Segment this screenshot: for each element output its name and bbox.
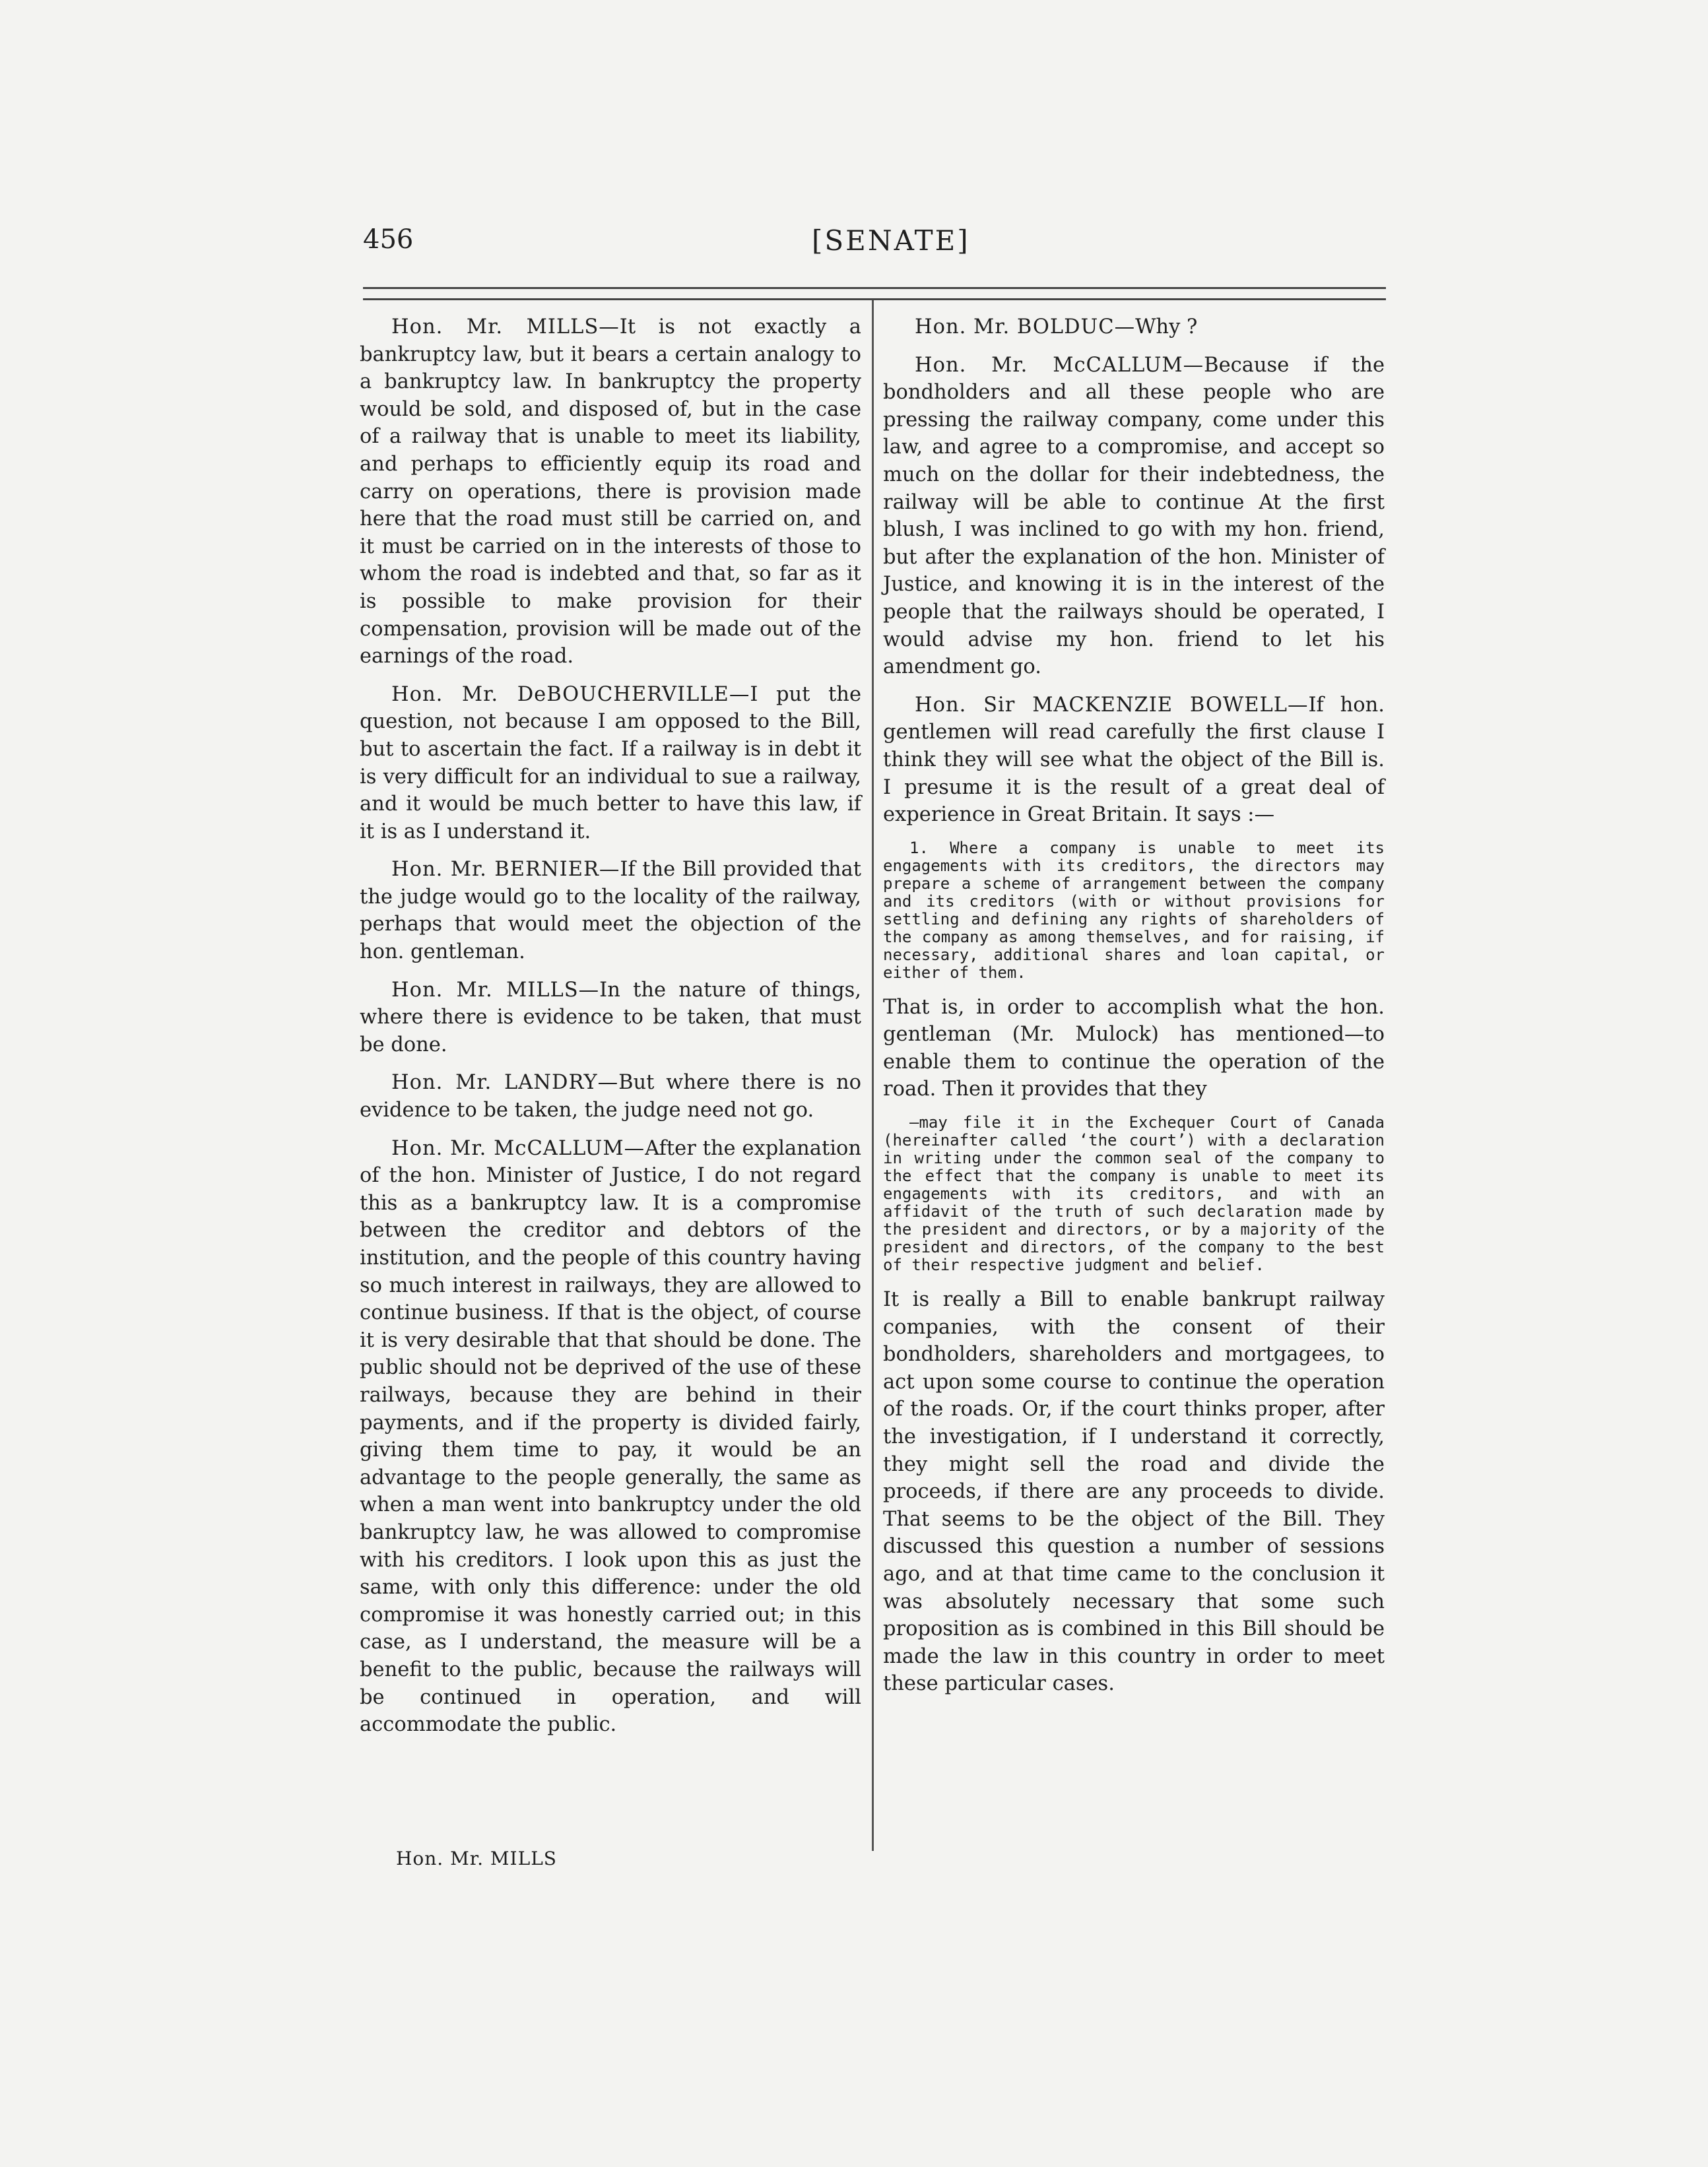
page-number: 456 bbox=[363, 224, 414, 255]
speech-paragraph bbox=[360, 977, 861, 1059]
speaker-name: Hon. Mr. MILLS— bbox=[391, 315, 620, 339]
speech-paragraph: That is, in order to accomplish what the hon. gentleman (Mr. Mulock) has mentioned—to enable them to continue the operation of the road. Then it provides that they bbox=[883, 995, 1385, 1101]
speech-paragraph bbox=[360, 681, 861, 846]
right-column bbox=[883, 313, 1385, 1708]
speaker-name: Hon. Mr. DeBOUCHERVILLE— bbox=[391, 682, 750, 706]
speech-text: It is not exactly a bankruptcy law, but it bears a certain analogy to a bankruptcy law. In bankruptcy the property would be sold, and disposed of, but in the case of a railway that is unable to meet its liability, and perhaps to efficiently equip its road and carry on operations, there is provision made here that the road must still be carried on, and it must be carried on in the interests of those to whom the road is indebted and that, so far as it is possible to make provision for their compensation, provision will be made out of the earnings of the road. bbox=[360, 315, 861, 668]
speech-text: In the nature of things, where there is evidence to be taken, that must be done. bbox=[360, 978, 861, 1056]
footer-speaker: Hon. Mr. MILLS bbox=[396, 1848, 557, 1869]
page-header bbox=[363, 218, 1386, 264]
speaker-name: Hon. Sir MACKENZIE BOWELL— bbox=[915, 693, 1309, 717]
speaker-name: Hon. Mr. BOLDUC— bbox=[915, 315, 1136, 339]
speech-paragraph bbox=[360, 1135, 861, 1739]
speech-text: If the Bill provided that the judge would go to the locality of the railway, perhaps that would meet the objection of the hon. gentleman. bbox=[360, 858, 861, 964]
speech-paragraph bbox=[883, 352, 1385, 681]
speech-paragraph: It is really a Bill to enable bankrupt railway companies, with the consent of their bondholders, shareholders and mortgagees, to act upon some course to continue the operation of the roads. Or, if the court thinks proper, after the investigation, if I understand it correctly, they might sell the road and divide the proceeds, if there are any proceeds to divide. That seems to be the object of the Bill. They discussed this question a number of sessions ago, and at that time came to the conclusion it was absolutely necessary that some such proposition as is combined in this Bill should be made the law in this country in order to meet these particular cases. bbox=[883, 1288, 1385, 1696]
speech-paragraph bbox=[883, 692, 1385, 829]
header-rule bbox=[363, 287, 1386, 300]
bill-quotation: —may file it in the Exchequer Court of Canada (hereinafter called ‘the court’) with a declaration in writing under the common seal of the company to the effect that the company is unable to meet its engagements with its creditors, and with an affidavit of the truth of such declaration made by the president and directors, or by a majority of the president and directors, of the company to the best of their respective judgment and belief. bbox=[883, 1113, 1385, 1275]
speaker-name: Hon. Mr. LANDRY— bbox=[391, 1071, 619, 1095]
left-column bbox=[360, 313, 861, 1749]
speech-text: Why ? bbox=[1135, 315, 1198, 339]
speech-text: If hon. gentlemen will read carefully the first clause I think they will see what the object of the Bill is. I presume it is the result of a great deal of experience in Great Britain. It says :— bbox=[883, 693, 1385, 827]
speech-paragraph bbox=[883, 313, 1385, 341]
speech-paragraph bbox=[360, 1069, 861, 1124]
speaker-name: Hon. Mr. BERNIER— bbox=[391, 858, 620, 882]
speech-paragraph bbox=[360, 856, 861, 965]
speech-text: Because if the bondholders and all these people who are pressing the railway company, come under this law, and agree to a compromise, and accept so much on the dollar for their indebtedness, the railway will be able to continue At the first blush, I was inclined to go with my hon. friend, but after the explanation of the hon. Minister of Justice, and knowing it is in the interest of the people that the railways should be operated, I would advise my hon. friend to let his amendment go. bbox=[883, 353, 1385, 679]
bill-quotation: 1. Where a company is unable to meet its engagements with its creditors, the directors may prepare a scheme of arrangement between the company and its creditors (with or without provisions for settling and defining any rights of shareholders of the company as among themselves, and for raising, if necessary, additional shares and loan capital, or either of them. bbox=[883, 838, 1385, 982]
speaker-name: Hon. Mr. McCALLUM— bbox=[915, 353, 1204, 377]
speech-text: I put the question, not because I am opposed to the Bill, but to ascertain the fact. If a railway is in debt it is very difficult for an individual to sue a railway, and it would be much better to have this law, if it is as I understand it. bbox=[360, 682, 861, 843]
speech-paragraph bbox=[360, 313, 861, 670]
speech-text: But where there is no evidence to be taken, the judge need not go. bbox=[360, 1071, 861, 1122]
speaker-name: Hon. Mr. MILLS— bbox=[391, 978, 600, 1002]
section-title: [SENATE] bbox=[812, 224, 970, 257]
speech-text: After the explanation of the hon. Minister of Justice, I do not regard this as a bankruptcy law. It is a compromise between the creditor and debtors of the institution, and the people of this country having so much interest in railways, they are allowed to continue business. If that is the object, of course it is very desirable that that should be done. The public should not be deprived of the use of these railways, because they are behind in their payments, and if the property is divided fairly, giving them time to pay, it would be an advantage to the people generally, the same as when a man went into bankruptcy under the old bankruptcy law, he was allowed to compromise with his creditors. I look upon this as just the same, with only this difference: under the old compromise it was honestly carried out; in this case, as I understand, the measure will be a benefit to the public, because the railways will be continued in operation, and will accommodate the public. bbox=[360, 1136, 862, 1737]
speaker-name: Hon. Mr. McCALLUM— bbox=[391, 1136, 645, 1160]
column-divider bbox=[872, 300, 874, 1851]
